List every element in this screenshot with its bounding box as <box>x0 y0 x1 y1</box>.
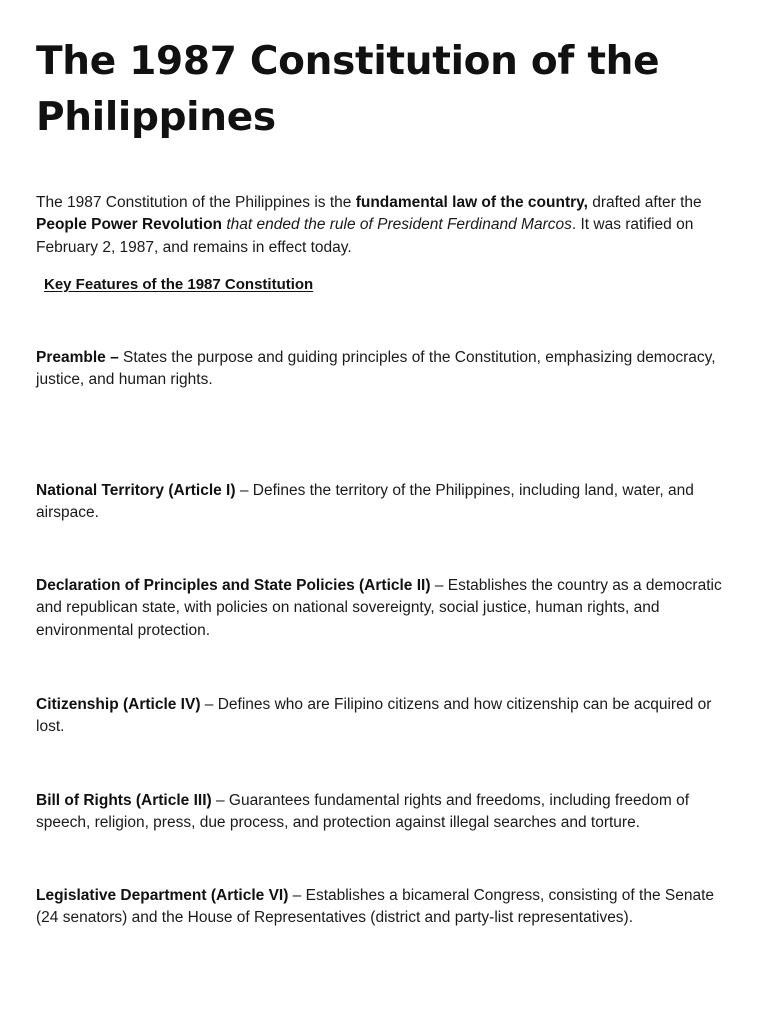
feature-term: Bill of Rights (Article III) <box>36 792 212 809</box>
feature-bill-of-rights <box>36 790 732 835</box>
feature-declaration-of-principles <box>36 575 732 642</box>
feature-term: National Territory (Article I) <box>36 482 236 499</box>
intro-bold-2: People Power Revolution <box>36 216 223 234</box>
feature-legislative-department <box>36 885 732 930</box>
feature-description: – Guarantees fundamental rights and freedoms, including freedom of speech, religion, press, due process, and protection against illegal searches and torture. <box>36 792 690 832</box>
feature-term: Preamble – <box>36 349 119 366</box>
feature-national-territory <box>36 480 732 525</box>
feature-description: – Establishes the country as a democratic and republican state, with policies on national sovereignty, social justice, human rights, and environmental protection. <box>36 577 722 639</box>
intro-text-1: The 1987 Constitution of the Philippines is the <box>36 194 356 211</box>
feature-term: Legislative Department (Article VI) <box>36 887 289 904</box>
feature-term: Declaration of Principles and State Policies (Article II) <box>36 577 431 594</box>
feature-description: States the purpose and guiding principles of the Constitution, emphasizing democracy, justice, and human rights. <box>36 349 716 389</box>
feature-description: – Defines who are Filipino citizens and how citizenship can be acquired or lost. <box>36 696 712 736</box>
feature-term: Citizenship (Article IV) <box>36 696 201 713</box>
feature-preamble <box>36 347 732 392</box>
intro-bold-1: fundamental law of the country, <box>355 194 588 211</box>
feature-description: – Establishes a bicameral Congress, consisting of the Senate (24 senators) and the House of Representatives (district and party-list representatives). <box>36 887 714 927</box>
features-heading: Key Features of the 1987 Constitution <box>44 276 314 293</box>
intro-text-2: drafted after the <box>587 194 702 211</box>
feature-description: – Defines the territory of the Philippines, including land, water, and airspace. <box>36 482 694 522</box>
intro-paragraph <box>36 192 732 259</box>
intro-text-4: . It was ratified on February 2, 1987, and remains in effect today. <box>36 216 694 256</box>
page-title: The 1987 Constitution of the Philippines <box>36 39 660 140</box>
intro-italic: that ended the rule of President Ferdinand Marcos <box>226 216 572 234</box>
feature-citizenship <box>36 694 732 739</box>
